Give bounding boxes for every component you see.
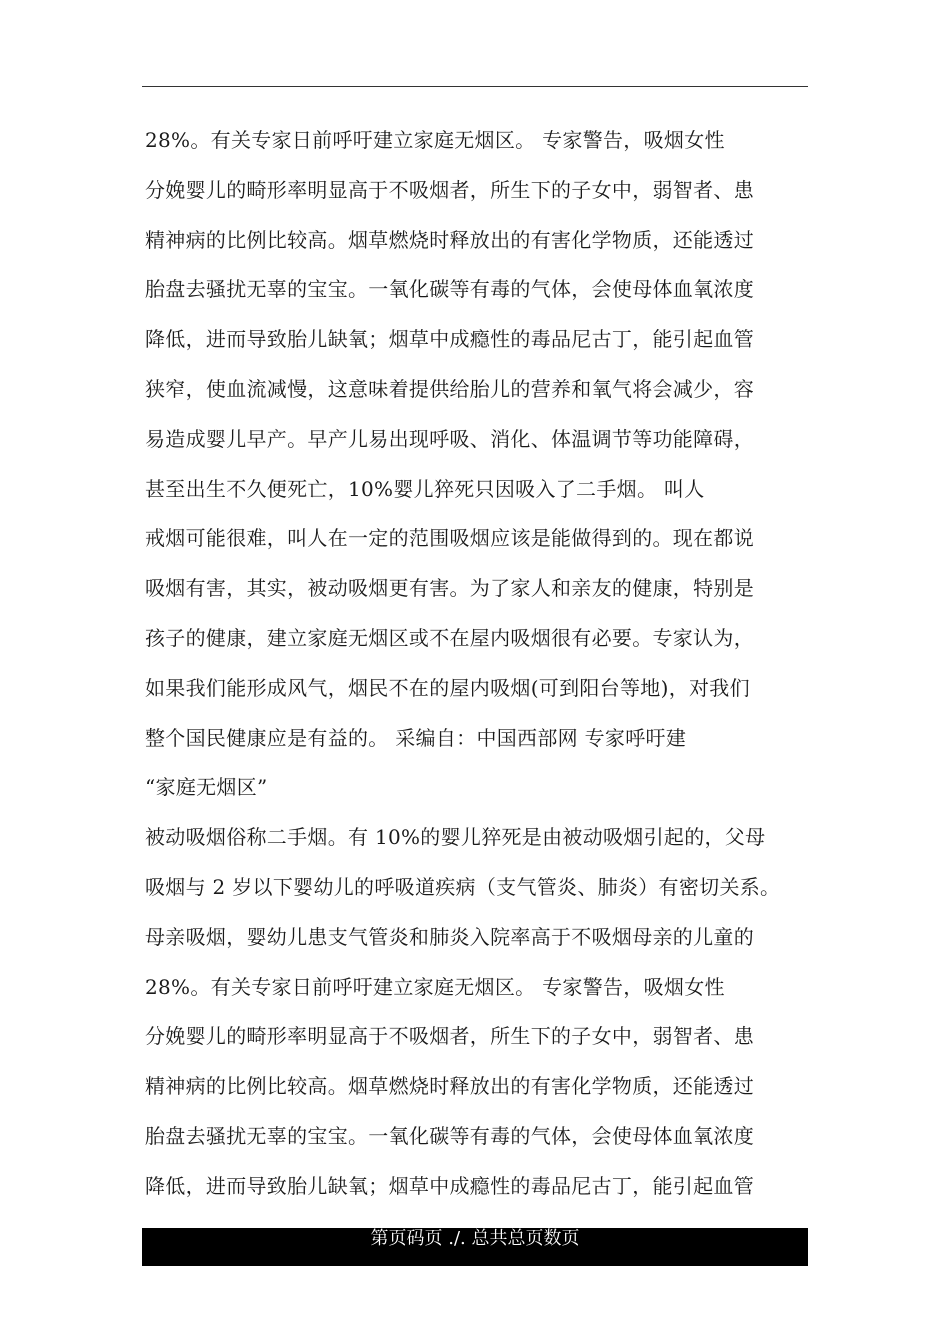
text-line-21: 胎盘去骚扰无辜的宝宝。一氧化碳等有毒的气体，会使母体血氧浓度 bbox=[145, 1123, 754, 1148]
text-line-7: 易造成婴儿早产。早产儿易出现呼吸、消化、体温调节等功能障碍， bbox=[145, 426, 754, 451]
text-line-6: 狭窄，使血流减慢，这意味着提供给胎儿的营养和氧气将会减少，容 bbox=[145, 376, 754, 401]
page-footer bbox=[142, 1228, 808, 1266]
text-line-16: 吸烟与 2 岁以下婴幼儿的呼吸道疾病（支气管炎、肺炎）有密切关系。 bbox=[145, 874, 781, 899]
text-line-3: 精神病的比例比较高。烟草燃烧时释放出的有害化学物质，还能透过 bbox=[145, 227, 754, 252]
text-line-22: 降低，进而导致胎儿缺氧；烟草中成瘾性的毒品尼古丁，能引起血管 bbox=[145, 1173, 754, 1198]
text-line-15: 被动吸烟俗称二手烟。有 10%的婴儿猝死是由被动吸烟引起的，父母 bbox=[145, 825, 766, 850]
text-line-11: 孩子的健康，建立家庭无烟区或不在屋内吸烟很有必要。专家认为， bbox=[145, 625, 754, 650]
text-line-19: 分娩婴儿的畸形率明显高于不吸烟者，所生下的子女中，弱智者、患 bbox=[145, 1024, 754, 1049]
text-line-20: 精神病的比例比较高。烟草燃烧时释放出的有害化学物质，还能透过 bbox=[145, 1074, 754, 1099]
text-line-8: 甚至出生不久便死亡，10%婴儿猝死只因吸入了二手烟。 叫人 bbox=[145, 476, 705, 501]
text-line-9: 戒烟可能很难，叫人在一定的范围吸烟应该是能做得到的。现在都说 bbox=[145, 526, 754, 551]
text-line-13: 整个国民健康应是有益的。 采编自：中国西部网 专家呼吁建 bbox=[145, 725, 687, 750]
text-line-2: 分娩婴儿的畸形率明显高于不吸烟者，所生下的子女中，弱智者、患 bbox=[145, 177, 754, 202]
header-rule bbox=[142, 86, 808, 87]
text-line-12: 如果我们能形成风气，烟民不在的屋内吸烟(可到阳台等地)，对我们 bbox=[145, 675, 750, 700]
text-line-17: 母亲吸烟，婴幼儿患支气管炎和肺炎入院率高于不吸烟母亲的儿童的 bbox=[145, 924, 754, 949]
text-line-5: 降低，进而导致胎儿缺氧；烟草中成瘾性的毒品尼古丁，能引起血管 bbox=[145, 327, 754, 352]
text-line-1: 28%。有关专家日前呼吁建立家庭无烟区。 专家警告，吸烟女性 bbox=[145, 128, 725, 152]
text-line-10: 吸烟有害，其实，被动吸烟更有害。为了家人和亲友的健康，特别是 bbox=[145, 576, 754, 601]
text-line-18: 28%。有关专家日前呼吁建立家庭无烟区。 专家警告，吸烟女性 bbox=[145, 974, 725, 999]
text-line-4: 胎盘去骚扰无辜的宝宝。一氧化碳等有毒的气体，会使母体血氧浓度 bbox=[145, 277, 754, 302]
document-body bbox=[145, 116, 811, 1212]
text-line-14: “家庭无烟区” bbox=[145, 775, 268, 800]
page-number-text: 第页码页 ./. 总共总页数页 bbox=[370, 1228, 580, 1249]
